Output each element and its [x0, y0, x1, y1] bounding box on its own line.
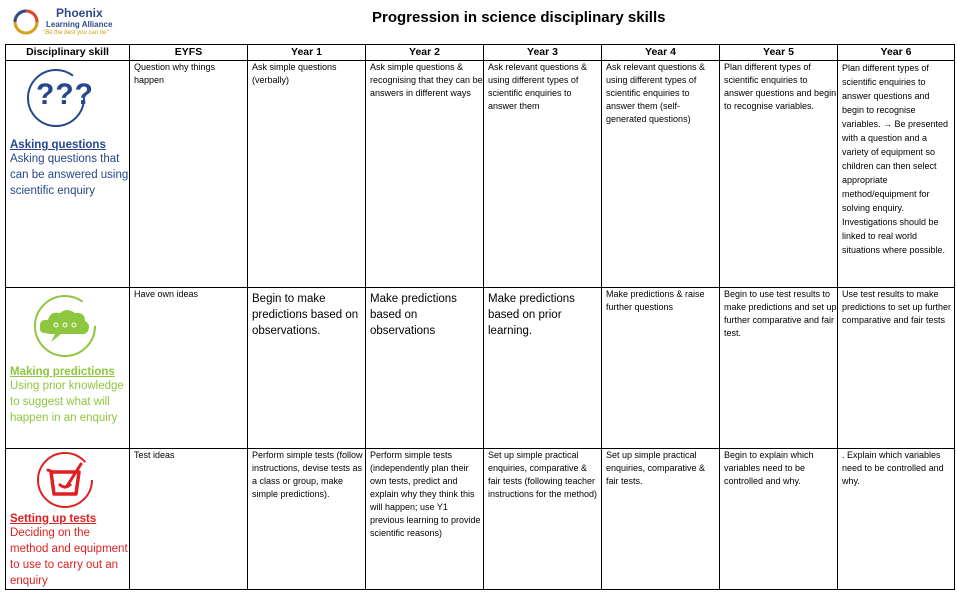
- cell-year2: Ask simple questions & recognising that they can be answers in different ways: [366, 61, 484, 288]
- column-header-year6: Year 6: [838, 45, 955, 61]
- table-row-asking-questions: [6, 61, 955, 288]
- cell-eyfs: Test ideas: [130, 449, 248, 590]
- cell-year2: Make predictions based on observations: [366, 288, 484, 449]
- page-title: Progression in science disciplinary skills: [372, 9, 666, 26]
- skill-description: Deciding on the method and equipment to use to carry out an enquiry: [10, 527, 128, 587]
- cell-year1: Begin to make predictions based on observations.: [248, 288, 366, 449]
- cell-year3: Set up simple practical enquiries, comparative & fair tests (following teacher instructions for the method): [484, 449, 602, 590]
- skill-cell-asking-questions: [6, 61, 130, 288]
- cell-year1: Perform simple tests (follow instructions, devise tests as a class or group, make simple predictions).: [248, 449, 366, 590]
- thought-cloud-icon: [10, 288, 120, 364]
- column-header-eyfs: EYFS: [130, 45, 248, 61]
- cell-year5: Begin to explain which variables need to be controlled and why.: [720, 449, 838, 590]
- cell-year1: Ask simple questions (verbally): [248, 61, 366, 288]
- skill-description: Using prior knowledge to suggest what will happen in an enquiry: [10, 380, 124, 424]
- column-header-year3: Year 3: [484, 45, 602, 61]
- skill-description: Asking questions that can be answered using scientific enquiry: [10, 153, 129, 197]
- column-header-year4: Year 4: [602, 45, 720, 61]
- column-header-year2: Year 2: [366, 45, 484, 61]
- skill-cell-making-predictions: [6, 288, 130, 449]
- cell-year3: Make predictions based on prior learning.: [484, 288, 602, 449]
- cell-eyfs: Question why things happen: [130, 61, 248, 288]
- logo-subtitle: Learning Alliance: [46, 20, 113, 29]
- skill-title: Setting up tests: [10, 513, 97, 525]
- logo-name: Phoenix: [56, 6, 103, 20]
- progression-table: [5, 44, 955, 590]
- page-header: [0, 0, 957, 44]
- cell-year5: Plan different types of scientific enquiries to answer questions and begin to recognise variables.: [720, 61, 838, 288]
- cell-year6: . Explain which variables need to be controlled and why.: [838, 449, 955, 590]
- beaker-stirring-icon: [10, 449, 120, 511]
- cell-year5: Begin to use test results to make predictions and set up further comparative and fair test.: [720, 288, 838, 449]
- cell-year6: Use test results to make predictions to set up further comparative and fair tests: [838, 288, 955, 449]
- skill-title: Making predictions: [10, 366, 115, 378]
- column-header-year5: Year 5: [720, 45, 838, 61]
- cell-eyfs: Have own ideas: [130, 288, 248, 449]
- table-row-setting-up-tests: [6, 449, 955, 590]
- cell-year4: Make predictions & raise further questions: [602, 288, 720, 449]
- cell-year3: Ask relevant questions & using different types of scientific enquiries to answer them: [484, 61, 602, 288]
- question-marks-text: ???: [36, 78, 94, 111]
- cell-year2: Perform simple tests (independently plan their own tests, predict and explain why they think this will happen; use Y1 previous learning to provide scientific reasons): [366, 449, 484, 590]
- table-header-row: [6, 45, 955, 61]
- skill-title: Asking questions: [10, 139, 106, 151]
- phoenix-logo-icon: [12, 8, 40, 36]
- cell-year4: Ask relevant questions & using different types of scientific enquiries to answer them (self-generated questions): [602, 61, 720, 288]
- skill-cell-setting-up-tests: [6, 449, 130, 590]
- question-marks-icon: [10, 61, 120, 137]
- column-header-year1: Year 1: [248, 45, 366, 61]
- column-header-skill: Disciplinary skill: [6, 45, 130, 61]
- cell-year4: Set up simple practical enquiries, comparative & fair tests.: [602, 449, 720, 590]
- phoenix-logo: [12, 6, 122, 40]
- logo-tagline: "Be the best you can be": [43, 30, 109, 36]
- table-row-making-predictions: [6, 288, 955, 449]
- cell-year6: Plan different types of scientific enquiries to answer questions and begin to recognise variables. → Be presented with a question and a variety of equipment so children can then select appropriate method/equipment for solving enquiry. Investigations should be linked to real world situations where possible.: [838, 61, 955, 288]
